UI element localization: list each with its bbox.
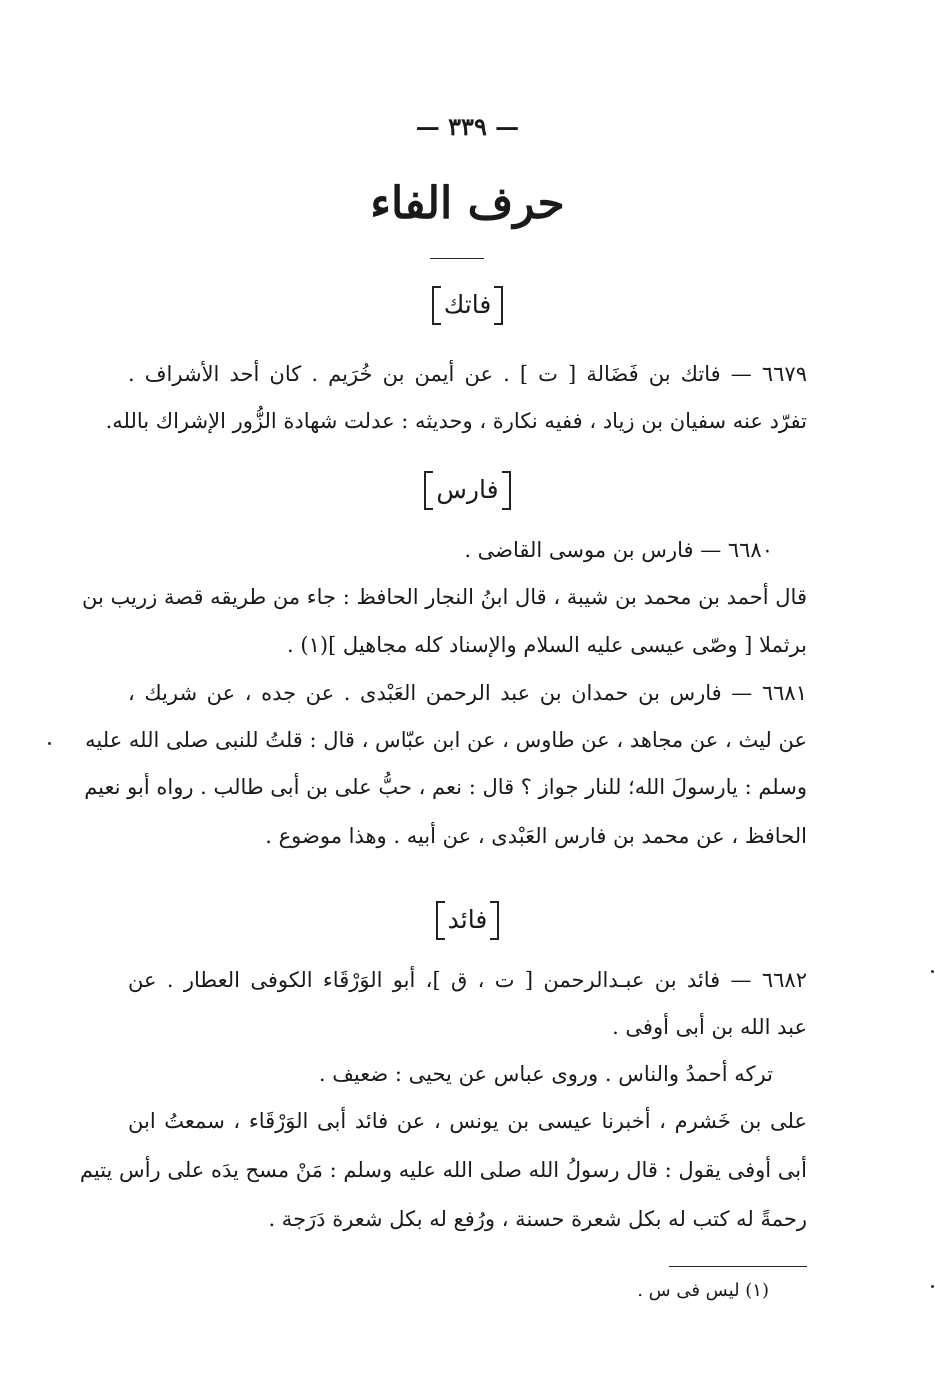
entry-6679-line-2: تفرّد عنه سفيان بن زياد ، ففيه نكارة ، وحديثه : عدلت شهادة الزُّور الإشراك بالله.: [105, 409, 807, 433]
section-heading-label: فارس: [436, 475, 499, 504]
section-heading-label: فائد: [447, 905, 488, 934]
section-heading-faid: [0, 905, 935, 934]
entry-6682-line-2: عبد الله بن أبى أوفى .: [612, 1015, 807, 1039]
chapter-title: حرف الفاء: [370, 178, 565, 229]
entry-6679-line-1: ٦٦٧٩ — فاتك بن فَضَالة [ ت ] . عن أيمن بن خُرَيم . كان أحد الأشراف .: [128, 362, 807, 386]
entry-6681-line-1: ٦٦٨١ — فارس بن حمدان بن عبد الرحمن العَبْدى . عن جده ، عن شريك ،: [128, 681, 807, 705]
entry-6682-line-6: رحمةً له كتب له بكل شعرة حسنة ، ورُفع له بكل شعرة دَرَجة .: [268, 1207, 807, 1231]
footnote: (١) ليس فى س .: [637, 1280, 769, 1301]
entry-6682-line-3: تركه أحمدُ والناس . وروى عباس عن يحيى : ضعيف .: [318, 1062, 773, 1086]
section-heading-faris: [0, 475, 935, 504]
entry-6681-line-4: الحافظ ، عن محمد بن فارس العَبْدى ، عن أبيه . وهذا موضوع .: [265, 824, 807, 848]
entry-6680-line-2: قال أحمد بن محمد بن شيبة ، قال ابنُ النجار الحافظ : جاء من طريقه قصة زريب بن: [82, 585, 807, 609]
entry-6682-line-5: أبى أوفى يقول : قال رسولُ الله صلى الله عليه وسلم : مَنْ مسح يدَه على رأس يتيم: [79, 1158, 807, 1182]
section-heading-label: فاتك: [443, 290, 492, 319]
footnote-divider: [669, 1266, 807, 1267]
entry-6682-line-1: ٦٦٨٢ — فائد بن عبـدالرحمن [ ت ، ق ]، أبو الوَرْقَاء الكوفى العطار . عن: [128, 968, 807, 992]
page-number: — ٣٣٩ —: [415, 112, 520, 141]
scan-speck: [931, 1285, 934, 1288]
entry-6682-line-4: على بن خَشرم ، أخبرنا عيسى بن يونس ، عن فائد أبى الوَرْقَاء ، سمعتُ ابن: [128, 1109, 807, 1133]
entry-6681-line-3: وسلم : يارسولَ الله؛ للنار جواز ؟ قال : نعم ، حبُّ على بن أبى طالب . رواه أبو نعيم: [84, 775, 807, 799]
title-divider: [430, 258, 484, 259]
scan-speck: [48, 742, 51, 745]
entry-6680-line-3: برثملا [ وصّى عيسى عليه السلام والإسناد كله مجاهيل ](١) .: [287, 633, 807, 657]
scan-speck: [931, 970, 934, 973]
entry-6681-line-2: عن ليث ، عن مجاهد ، عن طاوس ، عن ابن عبّاس ، قال : قلتُ للنبى صلى الله عليه: [85, 728, 807, 752]
entry-6680-line-1: ٦٦٨٠ — فارس بن موسى القاضى .: [464, 538, 773, 562]
section-heading-fatik: [0, 290, 935, 319]
